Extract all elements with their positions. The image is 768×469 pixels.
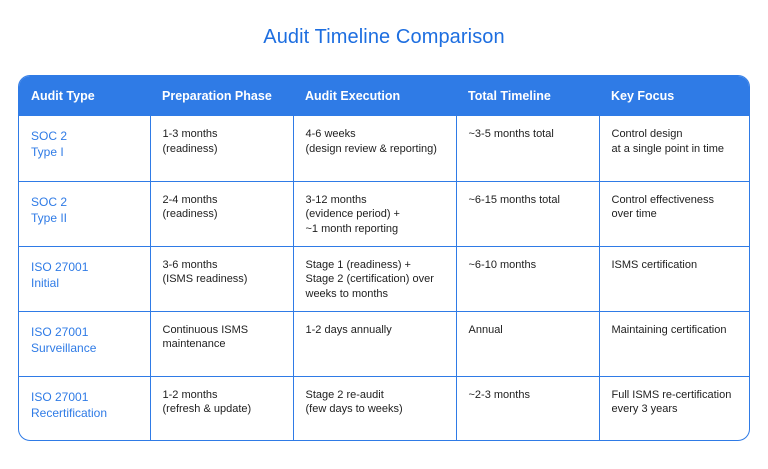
table-row: [19, 311, 749, 376]
key-focus-cell: Full ISMS re-certification every 3 years: [611, 388, 732, 415]
audit-type-cell: ISO 27001 Recertification: [19, 376, 150, 441]
table-row: [19, 181, 749, 246]
total-timeline-cell: ~6-15 months total: [456, 181, 599, 246]
preparation-cell: 2-4 months (readiness): [150, 181, 293, 246]
total-timeline-cell: Annual: [456, 311, 599, 376]
comparison-table: [19, 76, 749, 441]
execution-cell: 4-6 weeks (design review & reporting): [293, 116, 456, 181]
header-preparation-phase: Preparation Phase: [150, 76, 293, 116]
total-timeline-cell: ~6-10 months: [456, 246, 599, 311]
table-row: [19, 376, 749, 441]
audit-timeline-table: [18, 75, 750, 441]
audit-type-cell: SOC 2 Type I: [19, 116, 150, 181]
preparation-cell: 1-2 months (refresh & update): [150, 376, 293, 441]
table-row: [19, 116, 749, 181]
audit-type-cell: ISO 27001 Initial: [19, 246, 150, 311]
table-header-row: [19, 76, 749, 116]
audit-type-cell: SOC 2 Type II: [19, 181, 150, 246]
page-title: Audit Timeline Comparison: [263, 26, 505, 48]
audit-type-cell: ISO 27001 Surveillance: [19, 311, 150, 376]
total-timeline-cell: ~3-5 months total: [456, 116, 599, 181]
key-focus-cell: ISMS certification: [599, 246, 749, 311]
key-focus-cell: Maintaining certification: [599, 311, 749, 376]
total-timeline-cell: ~2-3 months: [456, 376, 599, 441]
header-total-timeline: Total Timeline: [456, 76, 599, 116]
execution-cell: Stage 1 (readiness) + Stage 2 (certification) over weeks to months: [293, 246, 456, 311]
preparation-cell: 1-3 months (readiness): [150, 116, 293, 181]
key-focus-cell: Control design at a single point in time: [599, 116, 749, 181]
key-focus-cell: Control effectiveness over time: [599, 181, 749, 246]
preparation-cell: 3-6 months (ISMS readiness): [150, 246, 293, 311]
table-row: [19, 246, 749, 311]
preparation-cell: Continuous ISMS maintenance: [150, 311, 293, 376]
execution-cell: Stage 2 re-audit (few days to weeks): [293, 376, 456, 441]
header-key-focus: Key Focus: [599, 76, 749, 116]
header-audit-type: Audit Type: [19, 76, 150, 116]
header-audit-execution: Audit Execution: [293, 76, 456, 116]
execution-cell: 3-12 months (evidence period) + ~1 month reporting: [293, 181, 456, 246]
execution-cell: 1-2 days annually: [293, 311, 456, 376]
